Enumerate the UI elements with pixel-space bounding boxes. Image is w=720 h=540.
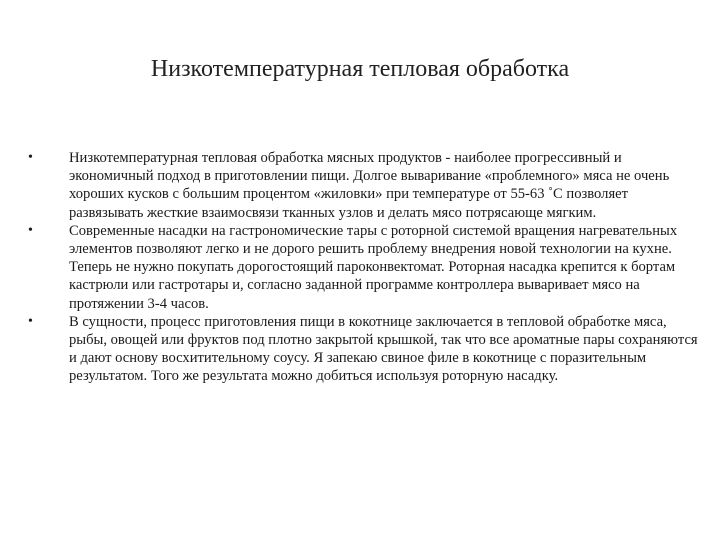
bullet-icon: •	[28, 150, 33, 165]
slide-title: Низкотемпературная тепловая обработка	[150, 56, 570, 82]
bullet-text: В сущности, процесс приготовления пищи в кокотнице заключается в тепловой обработке мяса, рыбы, овощей или фруктов под плотно закрытой крышкой, так что все ароматные пары сохраняются и дают основу восхитительному соусу. Я запекаю свиное филе в кокотнице с поразительным результатом. Того же результата можно добиться используя роторную насадку.	[69, 313, 698, 385]
bullet-icon: •	[28, 313, 33, 329]
bullet-text: Низкотемпературная тепловая обработка мясных продуктов - наиболее прогрессивный и экономичный подход в приготовлении пищи. Долгое вываривание «проблемного» мяса не очень хороших кусков с большим процентом «жиловки» при температуре от 55-63 ˚С позволяет развязывать жесткие взаимосвязи тканных узлов и делать мясо потрясающе мягким.	[69, 150, 670, 221]
bullet-item	[28, 149, 698, 222]
bullet-icon: •	[28, 222, 33, 238]
bullet-item	[28, 222, 698, 313]
bullet-item	[28, 313, 698, 386]
bullet-list	[28, 149, 698, 386]
bullet-text: Современные насадки на гастрономические тары с роторной системой вращения нагревательных элементов позволяют легко и не дорого решить проблему внедрения новой технологии на кухне. Теперь не нужно покупать дорогостоящий пароконвектомат. Роторная насадка крепится к бортам кастрюли или гастротары и, согласно заданной программе контроллера вываривает мясо на протяжении 3-4 часов.	[69, 222, 678, 312]
